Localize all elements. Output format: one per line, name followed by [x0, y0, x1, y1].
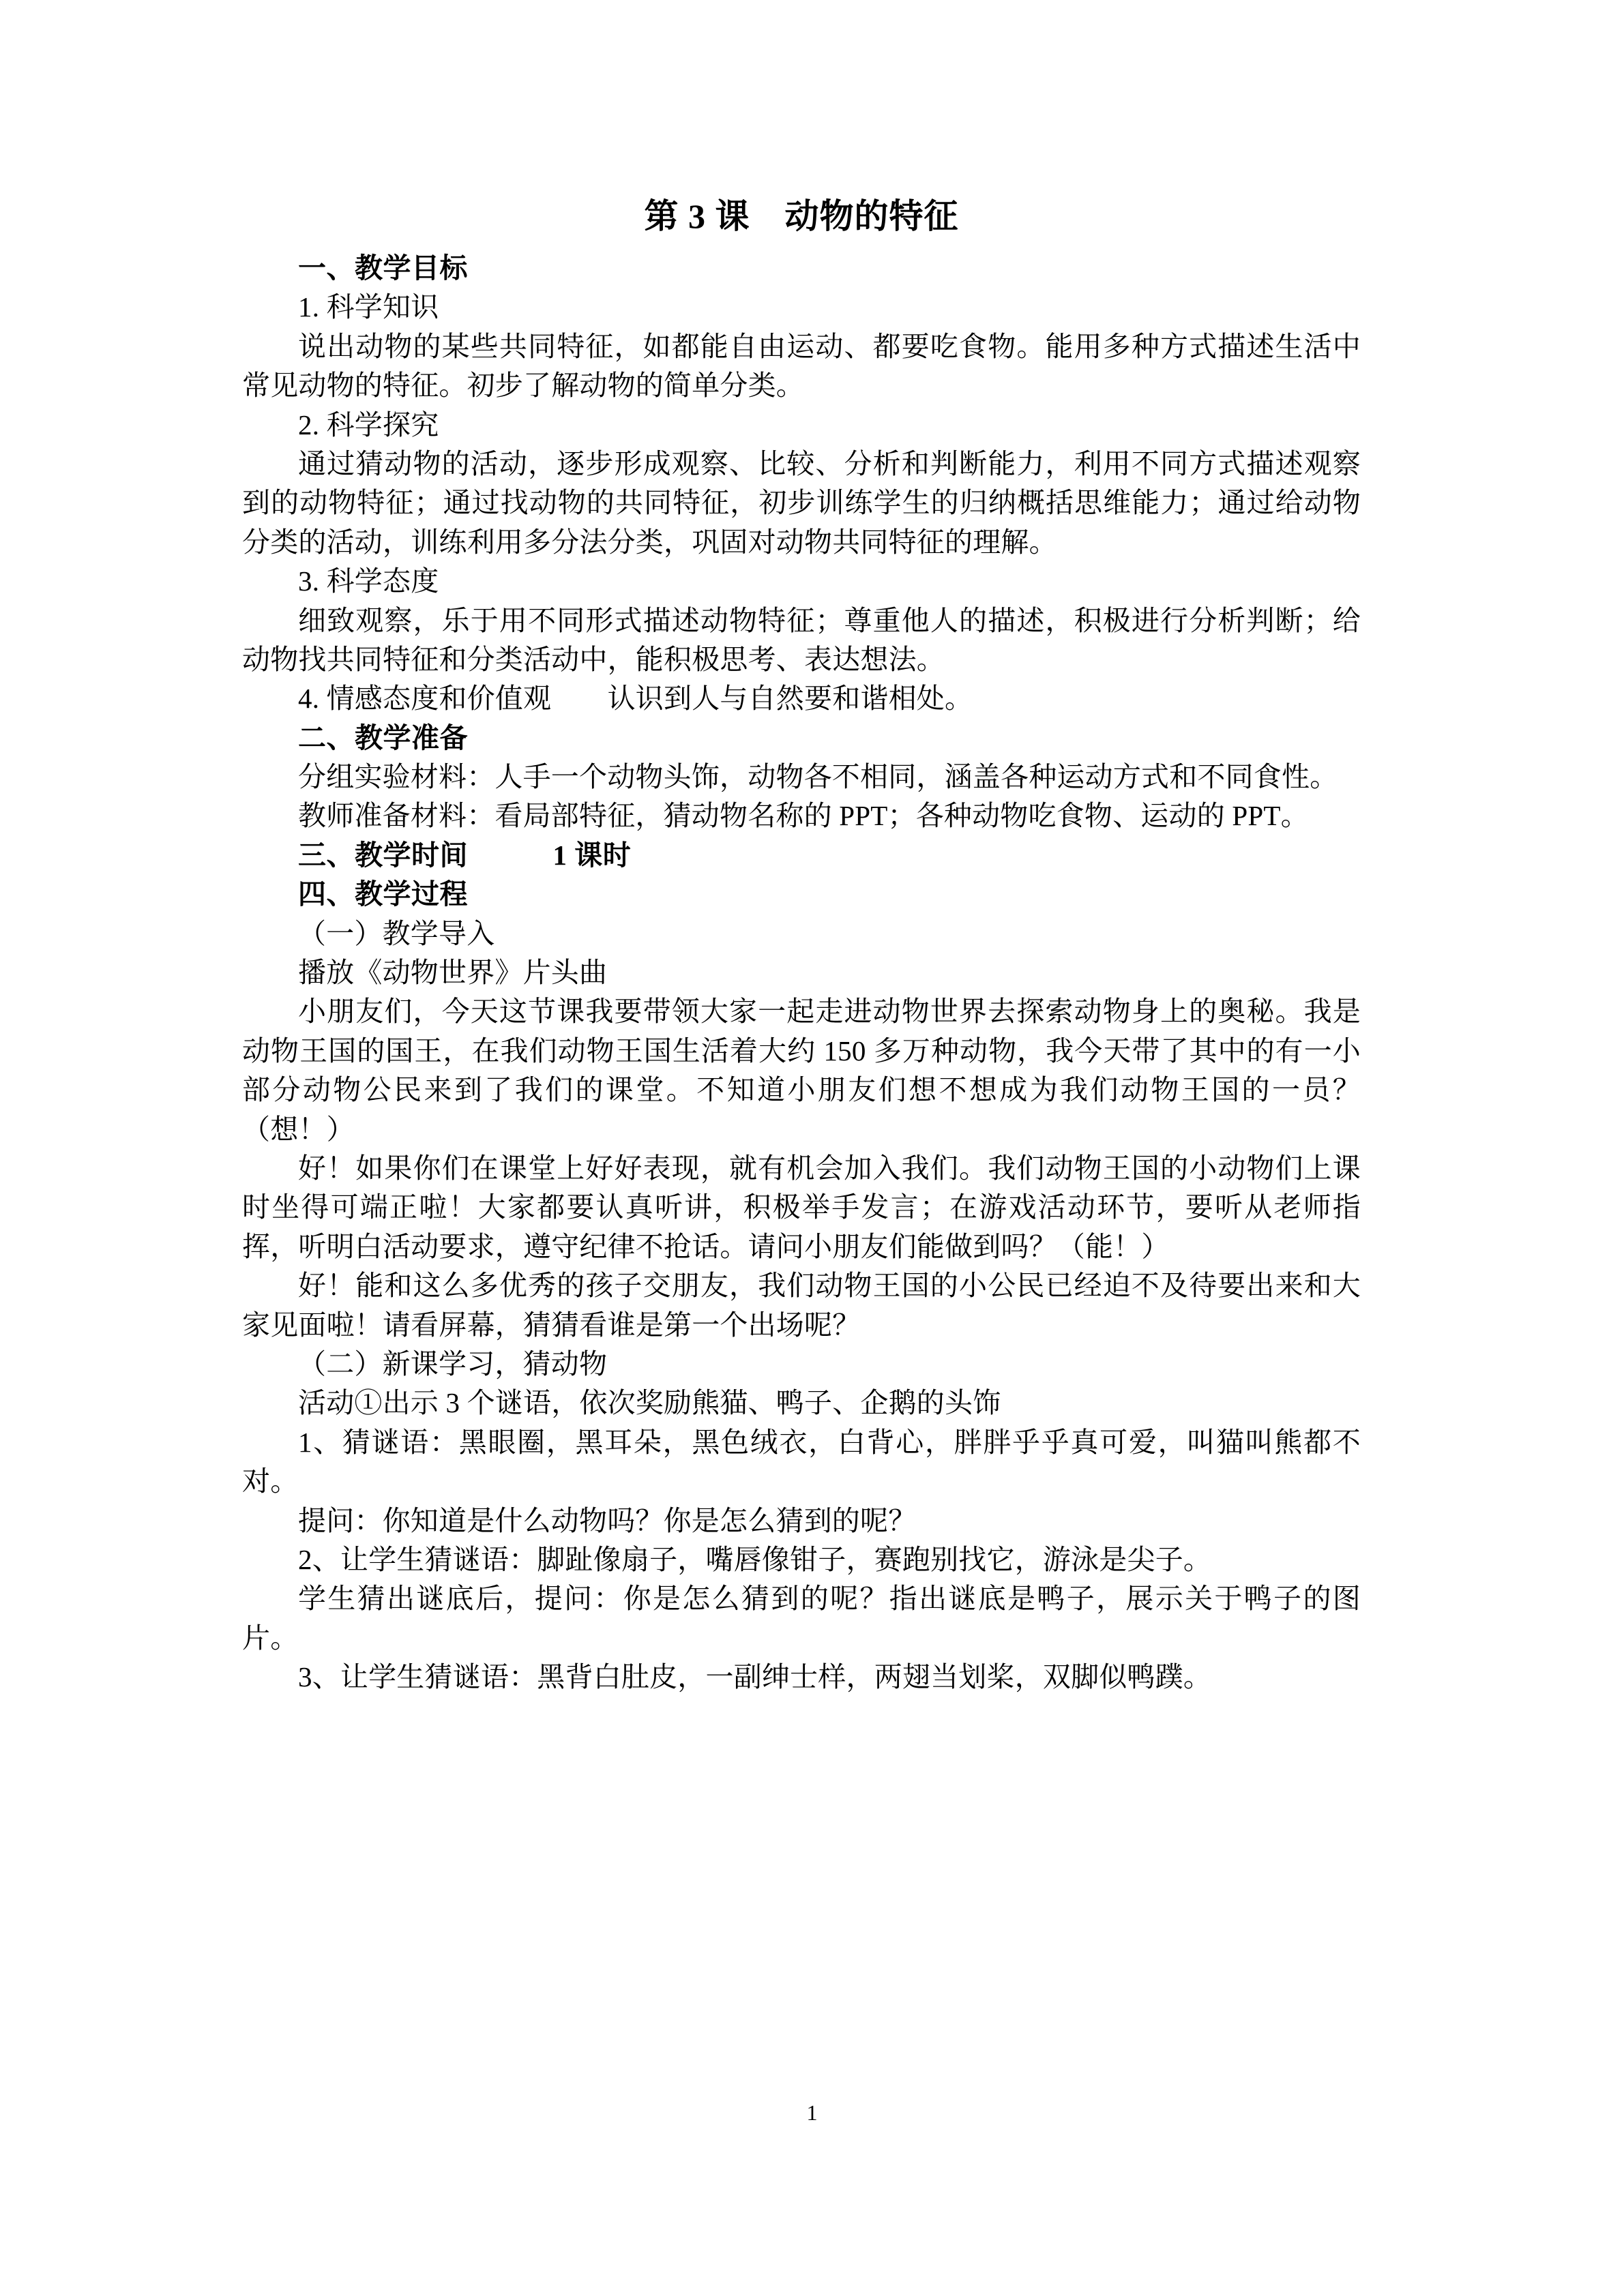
- body-paragraph: 好！如果你们在课堂上好好表现，就有机会加入我们。我们动物王国的小动物们上课时坐得可端正啦！大家都要认真听讲，积极举手发言；在游戏活动环节，要听从老师指挥，听明白活动要求，遵守纪律不抢话。请问小朋友们能做到吗？（能！）: [242, 1152, 1361, 1262]
- text-block-list: [242, 249, 1361, 1697]
- body-paragraph: 4. 情感态度和价值观 认识到人与自然要和谐相处。: [298, 683, 973, 715]
- body-paragraph: 3. 科学态度: [298, 565, 439, 597]
- body-paragraph: 说出动物的某些共同特征，如都能自由运动、都要吃食物。能用多种方式描述生活中常见动物的特征。初步了解动物的简单分类。: [242, 330, 1361, 402]
- body-paragraph: 教师准备材料：看局部特征，猜动物名称的 PPT；各种动物吃食物、运动的 PPT。: [298, 800, 1309, 832]
- body-paragraph: 1、猜谜语：黑眼圈，黑耳朵，黑色绒衣，白背心，胖胖乎乎真可爱，叫猫叫熊都不对。: [242, 1426, 1361, 1497]
- body-paragraph: 细致观察，乐于用不同形式描述动物特征；尊重他人的描述，积极进行分析判断；给动物找共同特征和分类活动中，能积极思考、表达想法。: [242, 604, 1361, 675]
- body-paragraph: （二）新课学习，猜动物: [298, 1347, 608, 1380]
- section-heading: 二、教学准备: [298, 721, 468, 754]
- body-paragraph: 学生猜出谜底后，提问：你是怎么猜到的呢？指出谜底是鸭子，展示关于鸭子的图片。: [242, 1583, 1361, 1654]
- body-paragraph: （一）教学导入: [298, 917, 495, 949]
- body-paragraph: 分组实验材料：人手一个动物头饰，动物各不相同，涵盖各种运动方式和不同食性。: [298, 761, 1338, 793]
- page-title: 第 3 课 动物的特征: [644, 197, 959, 235]
- body-paragraph: 活动①出示 3 个谜语，依次奖励熊猫、鸭子、企鹅的头饰: [298, 1387, 1001, 1419]
- body-paragraph: 小朋友们，今天这节课我要带领大家一起走进动物世界去探索动物身上的奥秘。我是动物王国的国王，在我们动物王国生活着大约 150 多万种动物，我今天带了其中的有一小部分动物公民来到了我们的课堂。不知道小朋友们想不想成为我们动物王国的一员？（想！）: [242, 996, 1361, 1145]
- body-paragraph: 3、让学生猜谜语：黑背白肚皮，一副绅士样，两翅当划桨，双脚似鸭蹼。: [298, 1661, 1212, 1693]
- page-number: 1: [806, 2100, 818, 2125]
- body-paragraph: 播放《动物世界》片头曲: [298, 957, 608, 989]
- body-paragraph: 好！能和这么多优秀的孩子交朋友，我们动物王国的小公民已经迫不及待要出来和大家见面啦！请看屏幕，猜猜看谁是第一个出场呢？: [242, 1270, 1361, 1341]
- body-paragraph: 1. 科学知识: [298, 291, 439, 323]
- body-paragraph: 2、让学生猜谜语：脚趾像扇子，嘴唇像钳子，赛跑别找它，游泳是尖子。: [298, 1543, 1212, 1575]
- section-heading: 四、教学过程: [298, 878, 468, 910]
- body-paragraph: 通过猜动物的活动，逐步形成观察、比较、分析和判断能力，利用不同方式描述观察到的动物特征；通过找动物的共同特征，初步训练学生的归纳概括思维能力；通过给动物分类的活动，训练利用多分法分类，巩固对动物共同特征的理解。: [242, 447, 1361, 558]
- section-heading: 一、教学目标: [298, 252, 468, 284]
- body-paragraph: 2. 科学探究: [298, 408, 439, 441]
- document-body: [242, 196, 1361, 1697]
- body-paragraph: 提问：你知道是什么动物吗？你是怎么猜到的呢？: [298, 1504, 917, 1536]
- section-heading: 三、教学时间 1 课时: [298, 839, 632, 871]
